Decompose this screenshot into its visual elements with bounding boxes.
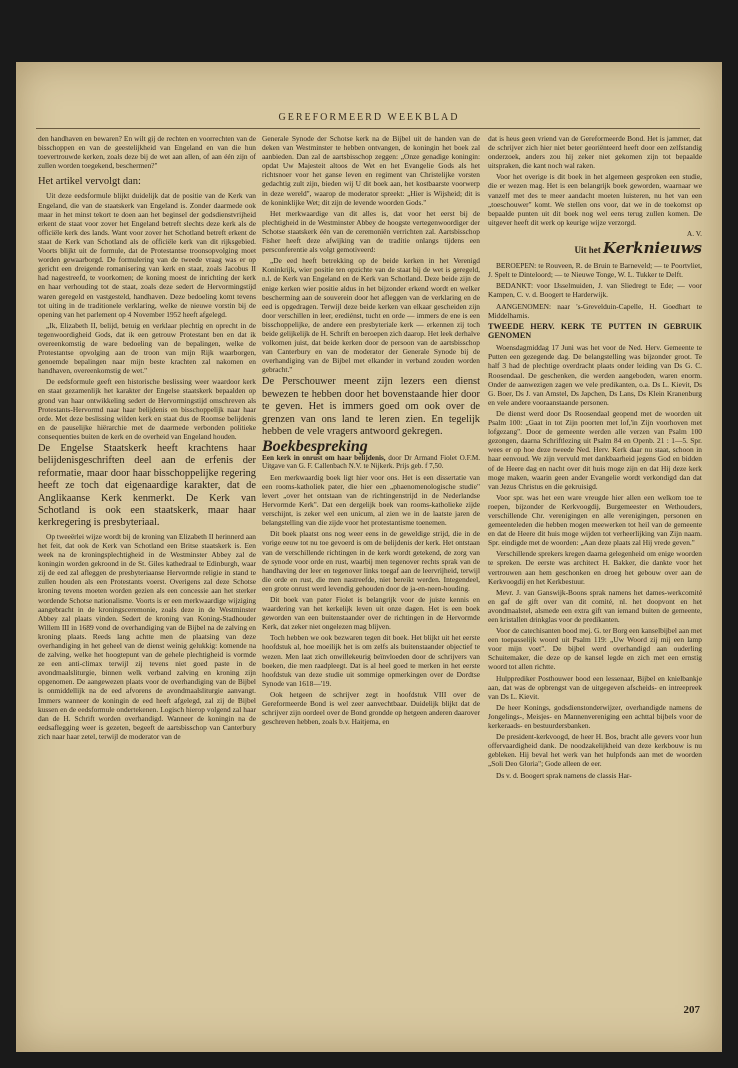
paragraph: Op tweeërlei wijze wordt bij de kroning van Elizabeth II herinnerd aan het feit, dat ook de Kerk van Schotland een Britse staatskerk is. Een week na de kroningsplechtigheid in de Westminster Abbey zal de koningin worden gekroond in de St. Giles kathedraal te Edinburgh, waar zij de eed zal afleggen de presbyteriaanse Hervormde religie in stand te zullen houden als een Protestants voerst. Overigens zal deze Schotse kroning tevens moeten worden gezien als een concessie aan het sterker wordende Schotse nationalisme. Voorts is er een merkwaardige wijziging aangebracht in de kroningsceremonie, zoals deze in de Westminster Abbey zal plaats vinden. Sedert de kroning van Koning-Stadhouder Willem III in 1689 vond de overhandiging van de Bijbel na de zalving en kroning plaats. Reeds lang achtte men de plaatsing van deze overhandiging in het geheel van de dienst weinig gelukkig: komende na de zalving, welke het hoogtepunt van de gehele plechtigheid is vormde ze een anti-climax terwijl zij tevens niet goed paste in de avondmaalsliturgie, binnen welk verband zalving en kroning zijn opgenomen. De aangewezen plaats voor de overhandiging van de Bijbel is onmiddellijk na de eed afvorens de avondmaalsliturgie aanvangt. Immers wanneer de koningin de eed heeft afgelegd, zal zij de Bijbel kussen en de eedsformule ondertekenen. Logisch hierop volgend zal haar dan de H. Schrift worden overhandigd. Wanneer de koningin na de eedsaflegging weer is gezeten, begeeft de aartsbisschop van Canterbury zich naar haar zetel, terwijl de moderator van de	[38, 531, 256, 741]
aangenomen-item: AANGENOMEN: naar 's-Grevelduin-Capelle, H. Goedhart te Middelharnis.	[488, 301, 702, 320]
paragraph: Hulpprediker Posthouwer bood een lessenaar, Bijbel en knielbankje aan, dat was de opbrengst van de uitgegeven afscheids- en intreepreek van Ds L. Kievit.	[488, 673, 702, 701]
paragraph: Toch hebben we ook bezwaren tegen dit boek. Het blijkt uit het eerste hoofdstuk al, hoe moeilijk het is om zelfs als buitenstaander objectief te wezen. Men laat zich onwillekeurig beïnvloeden door de schrijvers van boeken, die men raadpleegt. Dat is al heel goed te merken in het eerste hoofdstuk van deze studie uit sommige opmerkingen over de Dordtse Synode van 1618—'19.	[262, 633, 480, 688]
signature: A. V.	[686, 228, 702, 238]
paragraph: Een merkwaardig boek ligt hier voor ons. Het is een dissertatie van een rooms-katholiek pater, die hier een „phaenomenologische studie" levert „over het ontstaan van de richtingenstrijd in de Nederlandse Hervormde Kerk". Dat een dergelijk boek van rooms-katholieke zijde verschijnt, is zeker wel een unicum, al zien we in de laatste jaren de belangstelling van die zijde voor het protestantisme toenemen.	[262, 472, 480, 528]
paragraph: De president-kerkvoogd, de heer H. Bos, bracht alle gevers voor hun offervaardigheid dank. De noodzakelijkheid van deze kerkbouw is nu gebleken. Hij beval het werk van het hulpfonds aan met de woorden „Soli Deo Gloria"; Gode alleen de eer.	[488, 732, 702, 769]
paragraph: Het merkwaardige van dit alles is, dat voor het eerst bij de plechtigheid in de Westminster Abbey de hoogste vertegenwoordiger der Schotse staatskerk één van de ceremoniën verrichten zal. Aartsbisschop Fisher heeft deze afwijking van de traditie onlangs tijdens een persconferentie als volgt gemotiveerd:	[262, 208, 480, 255]
paragraph: De eedsformule geeft een historische beslissing weer waardoor kerk en staat gezamenlijk het karakter der Engelse staatskerk bepaalden op grond van haar ontwikkeling sedert de Hervormingstijd omschreven als Protestants-Hervormd naar haar belijdenis en bisschoppelijk naar haar orde. Met deze beslissing wilden kerk en staat dus de Roomse belijdenis en de pauselijke hiërarchie met de daarmede verbonden politieke consequenties buiten de kerk en de overheid van Engeland houden.	[38, 377, 256, 441]
highlight-paragraph: De Perschouwer meent zijn lezers een dienst bewezen te hebben door het bovenstaande hier door te geven. Het is immers goed om ook over de grenzen van ons land te leren zien. En tegelijk hebben de vele vragers antwoord gekregen.	[262, 376, 480, 438]
running-header: GEREFORMEERD WEEKBLAD	[278, 112, 460, 123]
kerknieuws-prefix: Uit het	[574, 245, 601, 256]
column-2	[262, 134, 480, 728]
section-heading: Het artikel vervolgt dan:	[38, 176, 141, 188]
paragraph: Voor het overige is dit boek in het algemeen gesproken een studie, die er wezen mag. Het is een belangrijk boek geworden, waarnaar we vanzelf met des te meer aandacht moeten luisteren, nu het van een „toeschouwer" komt. We stellen ons voor, dat we in de toekomst op bepaalde punten uit dit boek nog wel eens terug zullen komen. De uitgever heeft dit werk op keurige wijze verzorgd.	[488, 172, 702, 227]
paragraph: Mevr. J. van Ganswijk-Boons sprak namens het dames-werkcomité en gaf de gift over van dit comité, nl. het doopvont en het avondmaalstel, alsmede een extra gift van iemand buiten de gemeente, een kristallen drinkglas voor de predikanten.	[488, 587, 702, 624]
highlight-paragraph: De Engelse Staatskerk heeft krachtens haar belijdenisgeschriften deel aan de erfenis der reformatie, maar door haar bisschoppelijke regering heeft ze toch dat eigenaardige karakter, dat de Anglikaanse Kerk kenmerkt. De Kerk van Schotland is ook een staatskerk, maar haar kerkregering is presbyteriaal.	[38, 443, 256, 529]
column-3	[488, 134, 702, 782]
bedankt-item: BEDANKT: voor IJsselmuiden, J. van Sliedregt te Ede; — voor Kampen, C. v. d. Boogert te Harderwijk.	[488, 281, 702, 300]
paragraph: Dit boek plaatst ons nog weer eens in de geweldige strijd, die in de vorige eeuw tot nu toe gevoerd is om de belijdenis der kerk. Het ontstaan van de verschillende richtingen in de kerk wordt getekend, de zorg van de synode voor orde en rust, waarbij men tegenover rechts sprak van de handhaving der leer en tegenover links toegaf aan de leervrijheid, terwijl die orde en rust, die men nastreefde, niet bereikt werden. Integendeel, een grote onrust werd levendig gehouden door de ja-en-neen-houding.	[262, 529, 480, 593]
beroepen-item: BEROEPEN: te Rouveen, R. de Bruin te Barneveld; — te Poortvliet, J. Spelt te Dinteloord; — te Nieuwe Tonge, W. L. Tukker te Delft.	[488, 261, 702, 280]
paragraph: De dienst werd door Ds Roosendaal geopend met de woorden uit Psalm 100: „Gaat in tot Zijn poorten met lof,'in Zijn voorhoven met lofgezang". Door de gemeente werden alle verzen van Psalm 100 gezongen, daarna Schriftlezing uit Psalm 84 en Openb. 21 : 1—5. Spr. wees er op hoe deze tweede Ned. Herv. Kerk daar nu staat, schoon in haar eenvoud. We zijn vervuld met dankbaarheid jegens God en bidden of de Heere dag en nacht over dit huis moge zijn en dat Hij deze kerk moge maken, waarin geen ander Evangelie wordt verkondigd dan dat van Jezus Christus en die gekruisigd.	[488, 408, 702, 491]
kerknieuws-heading	[488, 239, 702, 258]
paragraph: dat is heus geen vriend van de Gereformeerde Bond. Het is jammer, dat de schrijver zich hier niet beter georiënteerd heeft door een zelfstandig onderzoek, anders zou hij zeker niet gekomen zijn tot bepaalde uitspraken, die kant noch wal raken.	[488, 134, 702, 171]
book-reference	[262, 454, 480, 471]
header-rule	[36, 128, 700, 129]
paragraph: Generale Synode der Schotse kerk na de Bijbel uit de handen van de deken van Westminster te hebben ontvangen, de koningin het boek zal aanbieden. Dan zal de aartsbisschop zeggen: „Onze genadige koningin: opdat Uw Majesteit altoos de Wet en het Evangelie Gods als het richtsnoer voor het ganse leven en regiment van Christelijke vorsten gedachtig zult zijn, bieden wij U dit boek aan, het kostbaarste voorwerp in deze wereld", waarop de moderator spreekt: „Hier is Wijsheid; dit is de koninklijke Wet; dit zijn de levende woorden Gods."	[262, 134, 480, 207]
paragraph: De heer Konings, godsdienstonderwijzer, overhandigde namens de Jongelings-, Meisjes- en Mannenvereniging een achttal bijbels voor de kerkeraads- en bestuurdersbanken.	[488, 702, 702, 731]
paragraph: Dit boek van pater Fiolet is belangrijk voor de juiste kennis en waardering van het kerkelijk leven uit onze dagen. Het is een boek geworden van een buitenstaander over de richtingen in de Hervormde Kerk, dat zeker niet ongelezen mag blijven.	[262, 594, 480, 632]
book-reference-details: door Dr Armand Fiolet O.F.M. Uitgave van G. F. Callenbach N.V. te Nijkerk. Prijs geb. f 7,50.	[262, 453, 481, 471]
paragraph: den handhaven en bewaren? En wilt gij de rechten en voorrechten van de bisschoppen en van de geestelijkheid van Engeland en van die hun toevertrouwde kerken, zoals deze bij de wet aan allen, of aan één zijn of zullen worden toegekend, beschermen?"	[38, 134, 256, 171]
book-review-heading: Boekbespreking	[262, 438, 368, 456]
paragraph: Ds v. d. Boogert sprak namens de classis Har-	[496, 770, 632, 780]
subheading: TWEEDE HERV. KERK TE PUTTEN IN GEBRUIK GENOMEN	[488, 321, 702, 341]
quote-paragraph: „De eed heeft betrekking op de beide kerken in het Verenigd Koninkrijk, wier positie ten opzichte van de staat bij de wet is geregeld, n.l. de Kerk van Engeland en de Kerk van Schotland. Deze beide zijn de enige kerken wier positie aldus in het bijzonder erkend wordt en welker bescherming aan de souverein door het afleggen van de verklaring en de eed is opgedragen. Terwijl deze beide kerken van elkaar gescheiden zijn door verschillen in leer, erediénst, tucht en orde — immers de ene is een bisschoppelijke, de andere een presbyteriale kerk — erkennen zij toch beide gelijkelijk de H. Schrift en beroepen zich daarop. Het leek derhalve volkomen juist, dat beide kerken door de persoon van de aartsbisschop van Canterbury en van de moderator der Generale Synode bij de overhandiging van de Bijbel met elkander in verband zouden worden gebracht."	[262, 256, 480, 375]
paragraph: „Ik, Elizabeth II, belijd, betuig en verklaar plechtig en oprecht in de tegenwoordigheid Gods, dat ik een getrouw Protestant ben en dat ik overeenkomstig de ware bedoeling van de bepalingen, welke de Protestantse opvolging aan de troon van mijn Rijk waarborgen, genoemde bepalingen naar mijn beste krachten zal nakomen en handhaven, overeenkomstig de wet."	[38, 320, 256, 376]
paragraph: Verschillende sprekers kregen daarna gelegenheid om enige woorden te spreken. De eerste was architect H. Bakker, die dankte voor het vertrouwen aan hem geschonken en droeg het gebouw over aan de Kerkvoogdij en het Kerkbestuur.	[488, 549, 702, 586]
page-number: 207	[683, 1004, 700, 1016]
paragraph: Ook hetgeen de schrijver zegt in hoofdstuk VIII over de Gereformeerde Bond is wel zeer aanvechtbaar. Duidelijk blijkt dat de schrijver zijn oordeel over de Bond grondde op hetgeen anderen daarover geschreven hebben, zoals b.v. Haitjema, en	[262, 689, 480, 727]
column-1	[38, 134, 256, 743]
paragraph: Voor de catechisanten bood mej. G. ter Borg een kanselbijbel aan met een toepasselijk woord uit Psalm 119: „Uw Woord zij mij een lamp voor mijn voet". De bijbel werd overhandigd aan ouderling Schuitemaker, die deze op de kansel legde en zich met een ernstig woord tot allen richtte.	[488, 626, 702, 672]
paragraph: Voor spr. was het een ware vreugde hier allen een welkom toe te roepen, bijzonder de Kerkvoogdij, Burgemeester en Wethouders, verschillende Chr. verenigingen en alle verenigingen, personen en gemeenteleden die hebben mogen meewerken tot heil van de gemeente en dat de Heere dit huis moge wijden tot verheerlijking van Zijn naam. Spr. eindigde met de woorden: „Aan deze plaats zal Hij vrede geven."	[488, 492, 702, 548]
magazine-page	[16, 62, 722, 1052]
book-reference-title: Een kerk in onrust om haar belijdenis,	[262, 453, 386, 462]
paragraph: Woensdagmiddag 17 Juni was het voor de Ned. Herv. Gemeente te Putten een gezegende dag. De belangstelling was bijzonder groot. Te half 3 had de plechtige overdracht plaats onder leiding van Ds G. C. Roosendaal. De geschenken, die werden aangeboden, waren enorm. Onder de aanwezigen zagen we vele predikanten, o.a. Ds L. Kievit, Ds G. Boer, Ds J. van Amstel, Ds Japchen, Ds Lans, Ds Klein Kranenburg en vele andere vooraanstaande personen.	[488, 343, 702, 407]
paragraph: Uit deze eedsformule blijkt duidelijk dat de positie van de Kerk van Engeland, die van de staatskerk van Engeland is. Zonder daarmede ook maar in het minst tekort te doen aan het beginsel der godsdienstvrijheid erkent de staat voor zover het Engeland betreft slechts deze kerk als de officiële kerk des lands. Want voor zover het Schotland betreft erkent de staat de Kerk van Schotland als de officiële kerk van dit rijksgebied. Voorts blijkt uit de formule, dat de Protestantse troonsopvolging moet worden gewaarborgd. De formulering van de tweede vraag was er op gericht een dreigende romanisering van kerk en staat, zoals Jacobus II had nagestreefd, te voorkomen; de koning moest de inrichting der kerk en haar verhouding tot de staat, zoals deze sedert de Hervormingstijd waren geregeld en vastgesteld, handhaven. Deze bedoeling komt tevens tot uiting in de traditionele verklaring, welke de nieuwe vorstin bij de opening van het parlement op 4 November 1952 heeft afgelegd.	[38, 191, 256, 319]
kerknieuws-title: Kerknieuws	[603, 239, 702, 258]
